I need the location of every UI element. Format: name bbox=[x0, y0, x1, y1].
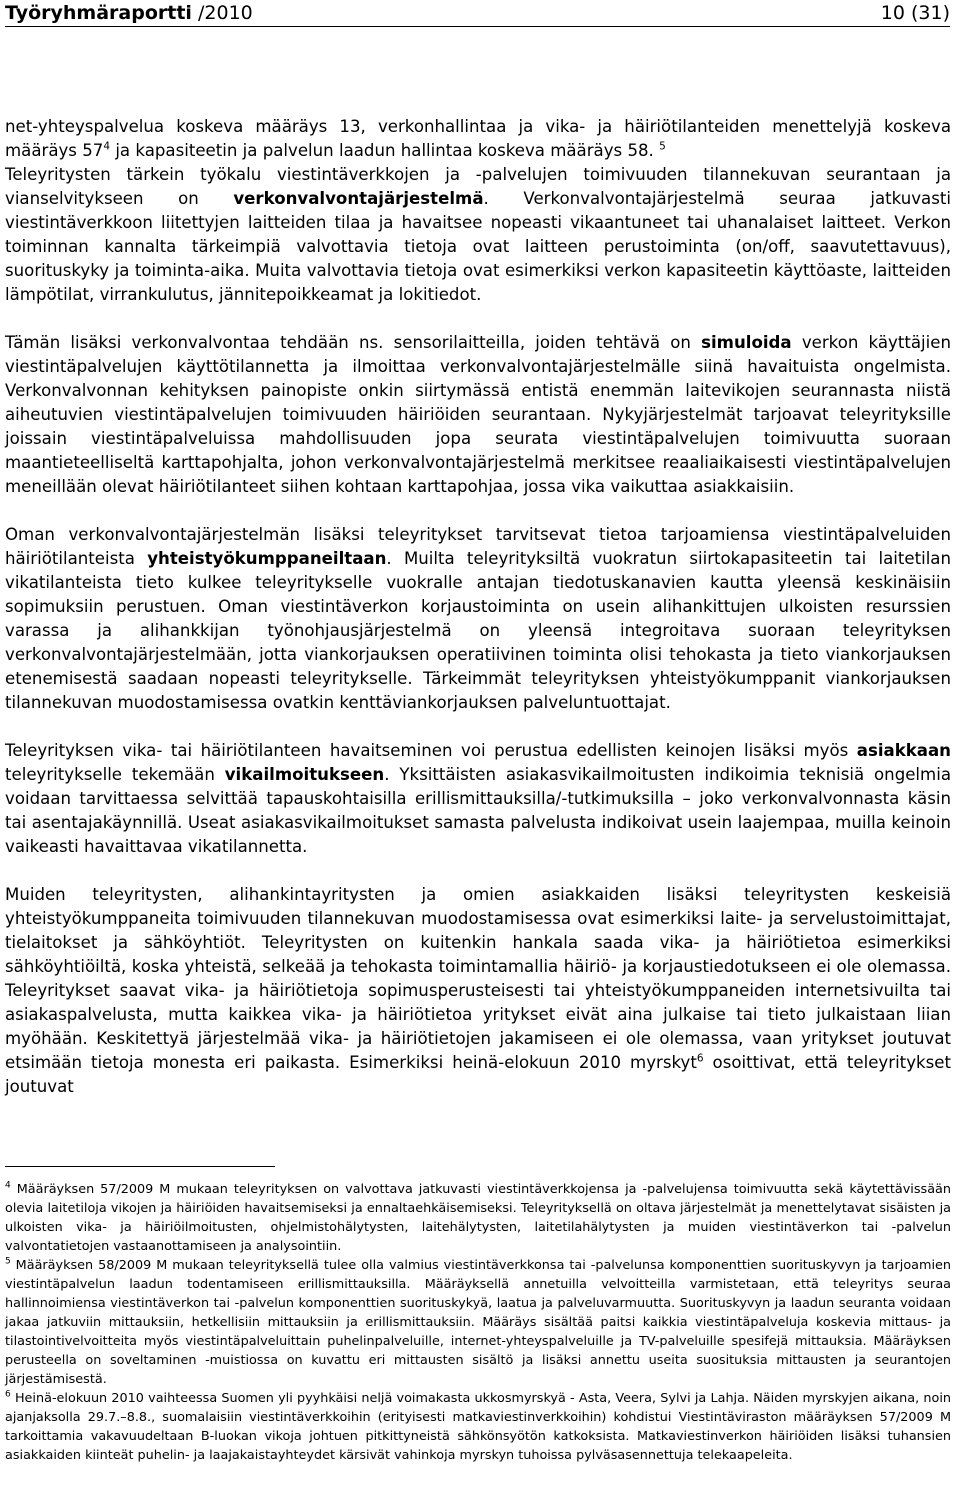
page-number: 10 (31) bbox=[880, 2, 950, 24]
page-header bbox=[5, 0, 950, 27]
footnote-separator bbox=[5, 1166, 275, 1167]
paragraph-3-text-b: verkon käyttäjien viestintäpalvelujen käyttötilannetta ja ilmoittaa verkonvalvontajärjestelmälle siinä havaituista ongelmista. Verkonvalvonnan kehityksen painopiste onkin siirtymässä entistä enemmän laitevikojen seurannasta niistä aiheutuvien viestintäpalvelujen toimivuuden häiriöiden seurantaan. Nykyjärjestelmät tarjoavat teleyrityksille joissain viestintäpalveluissa mahdollisuuden jopa seurata viestintäpalvelujen toimivuutta suoraan maantieteelliseltä karttapohjalta, johon verkonvalvontajärjestelmä merkitsee reaaliaikaisesti viestintäpalvelujen meneillään olevat häiriötilanteet siihen kohtaan karttapohjaa, jossa vika vaikuttaa asiakkaisiin. bbox=[5, 333, 951, 496]
footnote-4 bbox=[5, 1180, 951, 1256]
paragraph-5-text-b: teleyritykselle tekemään bbox=[5, 765, 225, 784]
footnote-6-text: Heinä-elokuun 2010 vaihteessa Suomen yli pyyhkäisi neljä voimakasta ukkosmyrskyä - Asta, Veera, Sylvi ja Lahja. Näiden myrskyjen aikana, noin ajanjaksolla 29.7.–8.8., suomalaisiin viestintäverkkoihin (erityisesti matkaviestinverkkoihin) kohdistui Viestintäviraston määräyksen 57/2009 M tarkoittamia vakavuudeltaan B-luokan vikoja johtuen pitkittyneistä sähkönsyötön katkoksista. Matkaviestinverkon häiriöiden lisäksi tuhansien asiakkaiden kiinteät puhelin- ja laajakaistayhteydet kärsivät vahinkoja myrskyn tuhoissa pylväsasennettuja telekaapeleita. bbox=[5, 1391, 951, 1463]
paragraph-4-bold: yhteistyökumppaneiltaan bbox=[147, 549, 387, 568]
paragraph-5-text-c: . Yksittäisten asiakasvikailmoitusten indikoimia teknisiä ongelmia voidaan tarvittaessa selvittää tapauskohtaisilla erillismittauksilla/-tutkimuksilla – joko verkonvalvonnasta käsin tai asentajakäynnillä. Useat asiakasvikailmoitukset samasta palvelusta indikoivat usein laajempaa, muilla keinoin vaikeasti havaittavaa vikatilannetta. bbox=[5, 765, 951, 856]
paragraph-2 bbox=[5, 163, 951, 307]
footnotes bbox=[5, 1180, 951, 1465]
footnote-ref-5: 5 bbox=[659, 140, 666, 153]
paragraph-5 bbox=[5, 739, 951, 859]
footnote-5-text: Määräyksen 58/2009 M mukaan teleyrityksellä tulee olla valmius viestintäverkkonsa tai -palvelunsa komponenttien suorituskyvyn ja tarjoamien viestintäpalvelun laadun todentamiseen erillismittauksilla. Määräyksellä annetuilla velvoitteilla varmistetaan, että teleyritys seuraa hallinnoimiensa viestintäverkon tai -palvelun komponenttien suorituskykyä, laatua ja palveluvarmuutta. Suorituskyvyn ja laadun seuranta voidaan jakaa jatkuviin mittauksiin, hetkellisiin mittauksiin ja erillismittauksiin. Määräys sisältää paitsi kaikkia viestintäpalveluja koskevia mittaus- ja tilastointivelvoitteita myös viestintäpalveluittain puhelinpalveluille, internet-yhteyspalveluille ja TV-palveluille spesifejä mittauksia. Määräyksen perusteella on soveltaminen -muistiossa on kuvattu eri mittausten sisältö ja lisäksi annettu useita suosituksia mittausten ja seurantojen järjestämisestä. bbox=[5, 1258, 951, 1387]
paragraph-3-text-a: Tämän lisäksi verkonvalvontaa tehdään ns. sensorilaitteilla, joiden tehtävä on bbox=[5, 333, 702, 352]
footnote-6 bbox=[5, 1389, 951, 1465]
paragraph-1-text-a: net-yhteyspalvelua koskeva määräys 13, verkonhallintaa ja vika- ja häiriötilanteiden menettelyjä koskeva määräys 57 bbox=[5, 117, 951, 160]
paragraph-2-bold: verkonvalvontajärjestelmä bbox=[233, 189, 484, 208]
footnote-5-number: 5 bbox=[5, 1256, 11, 1267]
footnote-4-text: Määräyksen 57/2009 M mukaan teleyrityksen on valvottava jatkuvasti viestintäverkkojensa ja -palvelujensa toimivuutta sekä käytettävissään olevia laitetiloja vikojen ja häiriöiden havaitsemiseksi ja ennaltaehkäisemiseksi. Teleyrityksellä on oltava järjestelmät ja menettelytavat sisäisten ja ulkoisten vika- ja häiriöilmoitusten, ohjelmistohälytysten, laitehälytysten, laitetilahälytysten ja muiden viestintäverkon tai -palvelun valvontatietojen vastaanottamiseen ja analysointiin. bbox=[5, 1182, 951, 1254]
paragraph-3 bbox=[5, 331, 951, 499]
paragraph-4-text-b: . Muilta teleyrityksiltä vuokratun siirtokapasiteetin tai laitetilan vikatilanteista tieto kulkee teleyritykselle vuokralle antajan tiedotuskanavien kautta yleensä keskinäisiin sopimuksiin perustuen. Oman viestintäverkon korjaustoiminta on usein alihankittujen ulkoisten resurssien varassa ja alihankkijan työnohjausjärjestelmä on yleensä integroitava suoraan teleyrityksen verkonvalvontajärjestelmään, jotta viankorjauksen operatiivinen toiminta olisi tehokasta ja tieto viankorjauksen etenemisestä saadaan nopeasti teleyritykselle. Tärkeimmät teleyrityksen yhteistyökumppanit viankorjauksen tilannekuvan muodostamisessa ovatkin kenttäviankorjauksen palveluntuottajat. bbox=[5, 549, 951, 712]
footnote-ref-6: 6 bbox=[696, 1052, 704, 1065]
report-type: Työryhmäraportti bbox=[5, 2, 192, 24]
footnote-5 bbox=[5, 1256, 951, 1389]
footnote-ref-4: 4 bbox=[103, 140, 111, 153]
paragraph-1 bbox=[5, 115, 951, 163]
main-content bbox=[5, 115, 951, 1099]
report-year: /2010 bbox=[198, 2, 253, 24]
paragraph-1-text-b: ja kapasiteetin ja palvelun laadun hallintaa koskeva määräys 58. bbox=[110, 141, 654, 160]
paragraph-2-text-a: Teleyritysten tärkein työkalu viestintäverkkojen ja -palvelujen toimivuuden tilannekuvan seurantaan ja vianselvitykseen on bbox=[5, 165, 951, 208]
paragraph-6-text-a: Muiden teleyritysten, alihankintayritysten ja omien asiakkaiden lisäksi teleyritysten keskeisiä yhteistyökumppaneita toimivuuden tilannekuvan muodostamisessa ovat esimerkiksi laite- ja servelustoimittajat, tielaitokset ja sähköyhtiöt. Teleyritysten on kuitenkin hankala saada vika- ja häiriötietoa esimerkiksi sähköyhtiöiltä, koska yhteistä, selkeää ja tehokasta toimintamallia häiriö- ja korjaustiedotukseen ei ole olemassa. Teleyritykset saavat vika- ja häiriötietoja sopimusperusteisesti tai yhteistyökumppaneiden internetsivuilta tai asiakaspalvelusta, mutta kaikkea vika- ja häiriötietoa yritykset eivät aina julkaise tai tieto julkaistaan liian myöhään. Keskitettyä järjestelmää vika- ja häiriötietojen jakamiseen ei ole olemassa, vaan yritykset joutuvat etsimään tietoja monesta eri paikasta. Esimerkiksi heinä-elokuun 2010 myrskyt bbox=[5, 885, 951, 1072]
paragraph-4-text-a: Oman verkonvalvontajärjestelmän lisäksi teleyritykset tarvitsevat tietoa tarjoamiensa viestintäpalveluiden häiriötilanteista bbox=[5, 525, 951, 568]
paragraph-3-bold: simuloida bbox=[701, 333, 792, 352]
paragraph-5-text-a: Teleyrityksen vika- tai häiriötilanteen havaitseminen voi perustua edellisten keinojen lisäksi myös bbox=[5, 741, 857, 760]
paragraph-2-text-b: . Verkonvalvontajärjestelmä seuraa jatkuvasti viestintäverkkoon liitettyjen laitteiden tilaa ja havaitsee nopeasti vikaantuneet tai uhanalaiset laitteet. Verkon toiminnan kannalta tärkeimpiä valvottavia tietoja ovat laitteen perustoiminta (on/off, saavutettavuus), suorituskyky ja toiminta-aika. Muita valvottavia tietoja ovat esimerkiksi verkon kapasiteetin käyttöaste, laitteiden lämpötilat, virrankulutus, jännitepoikkeamat ja lokitiedot. bbox=[5, 189, 951, 304]
paragraph-6 bbox=[5, 883, 951, 1099]
paragraph-4 bbox=[5, 523, 951, 715]
document-title bbox=[5, 0, 253, 26]
paragraph-6-text-b: osoittivat, että teleyritykset joutuvat bbox=[5, 1053, 951, 1096]
paragraph-5-bold-a: asiakkaan bbox=[856, 741, 951, 760]
footnote-4-number: 4 bbox=[5, 1180, 11, 1191]
footnote-6-number: 6 bbox=[5, 1389, 11, 1400]
paragraph-5-bold-b: vikailmoitukseen bbox=[224, 765, 385, 784]
